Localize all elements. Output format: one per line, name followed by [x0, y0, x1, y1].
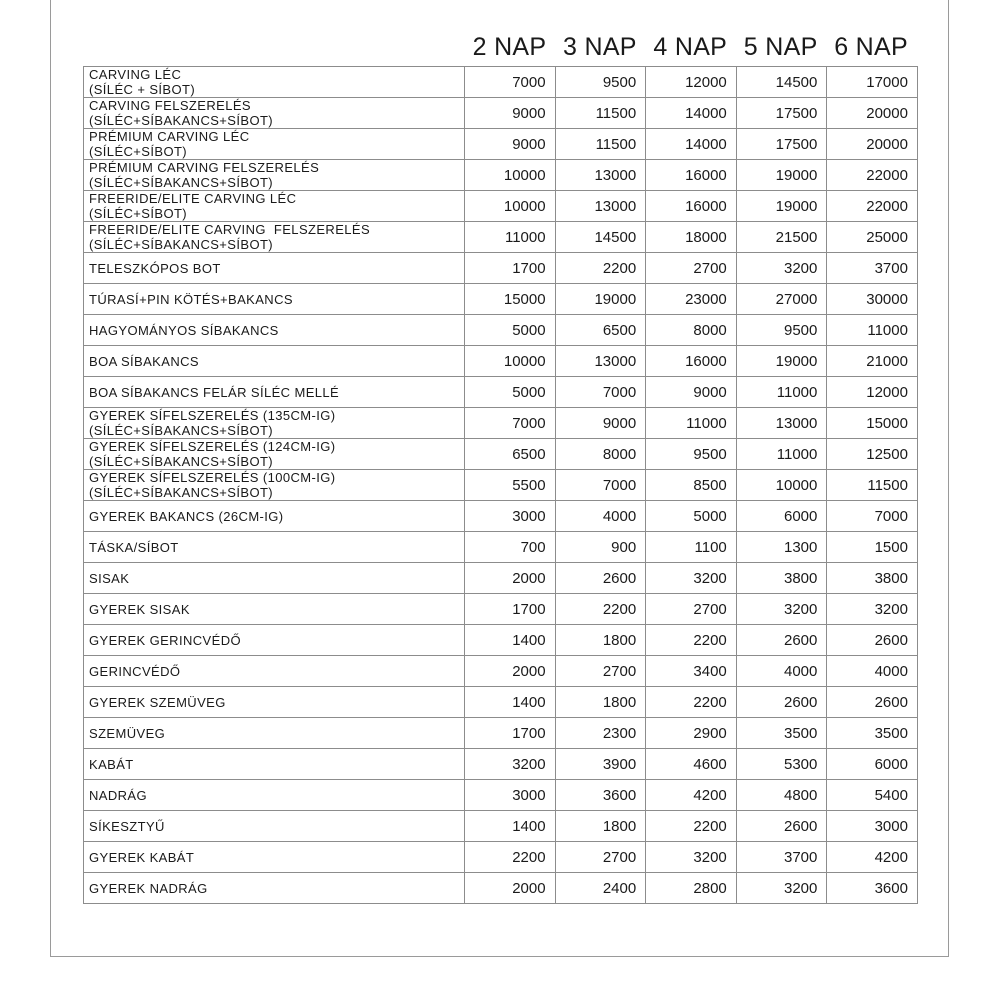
item-name-line: (SÍLÉC+SÍBAKANCS+SÍBOT)	[89, 423, 274, 438]
price-cell: 7000	[555, 470, 646, 501]
item-name-cell	[84, 439, 465, 470]
item-name-line: NADRÁG	[89, 787, 148, 803]
item-name-line: GYEREK GERINCVÉDŐ	[89, 632, 241, 648]
item-name-line: (SÍLÉC + SÍBOT)	[89, 82, 196, 97]
price-cell: 2600	[827, 625, 918, 656]
item-name-line: TÚRASÍ+PIN KÖTÉS+BAKANCS	[89, 291, 293, 307]
price-cell: 6500	[555, 315, 646, 346]
table-row	[84, 501, 918, 532]
price-cell: 5000	[646, 501, 737, 532]
price-cell: 3700	[827, 253, 918, 284]
column-header: 6 NAP	[834, 33, 908, 61]
price-cell: 19000	[736, 191, 827, 222]
price-cell: 3800	[827, 563, 918, 594]
item-name-line: GYEREK SÍFELSZERELÉS (124CM-IG)	[89, 439, 336, 454]
item-name-line: GYEREK SZEMÜVEG	[89, 694, 226, 710]
table-row	[84, 315, 918, 346]
price-cell: 1100	[646, 532, 737, 563]
price-cell: 3000	[465, 501, 556, 532]
price-cell: 6000	[827, 749, 918, 780]
price-cell: 13000	[555, 346, 646, 377]
price-cell: 8000	[555, 439, 646, 470]
table-row	[84, 687, 918, 718]
price-cell: 5000	[465, 377, 556, 408]
price-cell: 700	[465, 532, 556, 563]
table-row	[84, 67, 918, 98]
table-row	[84, 563, 918, 594]
item-name-cell	[84, 842, 465, 873]
price-cell: 12500	[827, 439, 918, 470]
table-row	[84, 408, 918, 439]
price-cell: 13000	[555, 191, 646, 222]
price-cell: 15000	[827, 408, 918, 439]
price-cell: 1700	[465, 253, 556, 284]
table-row	[84, 222, 918, 253]
item-name-line: PRÉMIUM CARVING FELSZERELÉS	[89, 160, 320, 175]
day-column-headers	[464, 30, 916, 64]
item-name-cell	[84, 501, 465, 532]
price-cell: 8500	[646, 470, 737, 501]
item-name-line: TELESZKÓPOS BOT	[89, 260, 221, 276]
price-cell: 4200	[646, 780, 737, 811]
table-row	[84, 842, 918, 873]
price-cell: 2400	[555, 873, 646, 904]
item-name-cell	[84, 811, 465, 842]
item-name-line: BOA SÍBAKANCS	[89, 353, 199, 369]
item-name-cell	[84, 129, 465, 160]
price-cell: 21000	[827, 346, 918, 377]
item-name-line: (SÍLÉC+SÍBAKANCS+SÍBOT)	[89, 485, 274, 500]
price-cell: 22000	[827, 160, 918, 191]
price-cell: 1800	[555, 687, 646, 718]
item-name-cell	[84, 377, 465, 408]
price-cell: 3200	[465, 749, 556, 780]
item-name-line: PRÉMIUM CARVING LÉC	[89, 129, 250, 144]
price-cell: 6500	[465, 439, 556, 470]
item-name-cell	[84, 470, 465, 501]
item-name-cell	[84, 346, 465, 377]
price-cell: 14000	[646, 98, 737, 129]
price-cell: 12000	[827, 377, 918, 408]
price-cell: 3200	[736, 873, 827, 904]
item-name-line: TÁSKA/SÍBOT	[89, 539, 179, 555]
price-cell: 17500	[736, 98, 827, 129]
price-cell: 2700	[646, 594, 737, 625]
price-cell: 1300	[736, 532, 827, 563]
price-cell: 15000	[465, 284, 556, 315]
price-cell: 11500	[827, 470, 918, 501]
price-cell: 7000	[555, 377, 646, 408]
price-cell: 7000	[465, 408, 556, 439]
price-cell: 13000	[555, 160, 646, 191]
item-name-line: GYEREK BAKANCS (26CM-IG)	[89, 508, 284, 524]
price-cell: 2700	[646, 253, 737, 284]
item-name-cell	[84, 191, 465, 222]
price-cell: 11000	[827, 315, 918, 346]
item-name-line: FREERIDE/ELITE CARVING FELSZERELÉS	[89, 222, 371, 237]
price-cell: 3200	[736, 253, 827, 284]
item-name-line: (SÍLÉC+SÍBOT)	[89, 206, 188, 221]
item-name-cell	[84, 222, 465, 253]
price-cell: 17500	[736, 129, 827, 160]
column-header: 3 NAP	[563, 33, 637, 61]
table-row	[84, 625, 918, 656]
item-name-cell	[84, 656, 465, 687]
item-name-cell	[84, 284, 465, 315]
table-row	[84, 749, 918, 780]
item-name-cell	[84, 718, 465, 749]
item-name-line: (SÍLÉC+SÍBAKANCS+SÍBOT)	[89, 175, 274, 190]
item-name-line: (SÍLÉC+SÍBAKANCS+SÍBOT)	[89, 454, 274, 469]
price-cell: 11000	[736, 377, 827, 408]
price-cell: 11000	[646, 408, 737, 439]
price-cell: 4200	[827, 842, 918, 873]
price-cell: 900	[555, 532, 646, 563]
price-cell: 3200	[827, 594, 918, 625]
price-cell: 16000	[646, 346, 737, 377]
price-cell: 3900	[555, 749, 646, 780]
item-name-line: GYEREK SÍFELSZERELÉS (135CM-IG)	[89, 408, 336, 423]
price-cell: 10000	[465, 160, 556, 191]
price-cell: 4600	[646, 749, 737, 780]
item-name-line: CARVING FELSZERELÉS	[89, 98, 251, 113]
table-row	[84, 811, 918, 842]
price-cell: 14000	[646, 129, 737, 160]
table-row	[84, 439, 918, 470]
price-cell: 2900	[646, 718, 737, 749]
price-cell: 19000	[555, 284, 646, 315]
item-name-cell	[84, 563, 465, 594]
table-row	[84, 780, 918, 811]
price-cell: 10000	[465, 346, 556, 377]
column-header: 2 NAP	[472, 33, 547, 61]
item-name-cell	[84, 625, 465, 656]
table-row	[84, 191, 918, 222]
price-cell: 7000	[827, 501, 918, 532]
price-cell: 9000	[465, 129, 556, 160]
price-cell: 3700	[736, 842, 827, 873]
price-cell: 3200	[646, 842, 737, 873]
price-cell: 25000	[827, 222, 918, 253]
price-cell: 9000	[646, 377, 737, 408]
price-cell: 3500	[827, 718, 918, 749]
price-cell: 9500	[646, 439, 737, 470]
price-cell: 6000	[736, 501, 827, 532]
price-cell: 3400	[646, 656, 737, 687]
price-cell: 5000	[465, 315, 556, 346]
table-row	[84, 346, 918, 377]
price-cell: 18000	[646, 222, 737, 253]
price-cell: 2700	[555, 842, 646, 873]
item-name-line: CARVING LÉC	[89, 67, 182, 82]
price-cell: 10000	[736, 470, 827, 501]
price-cell: 20000	[827, 98, 918, 129]
price-cell: 2000	[465, 873, 556, 904]
table-row	[84, 253, 918, 284]
table-row	[84, 284, 918, 315]
price-cell: 2800	[646, 873, 737, 904]
item-name-cell	[84, 873, 465, 904]
item-name-line: SZEMÜVEG	[89, 725, 166, 741]
price-cell: 23000	[646, 284, 737, 315]
price-cell: 1400	[465, 625, 556, 656]
item-name-cell	[84, 780, 465, 811]
price-cell: 9000	[555, 408, 646, 439]
item-name-cell	[84, 315, 465, 346]
price-cell: 14500	[736, 67, 827, 98]
table-row	[84, 98, 918, 129]
item-name-line: GYEREK SÍFELSZERELÉS (100CM-IG)	[89, 470, 336, 485]
price-cell: 14500	[555, 222, 646, 253]
price-cell: 2000	[465, 563, 556, 594]
price-cell: 16000	[646, 191, 737, 222]
price-cell: 4800	[736, 780, 827, 811]
price-cell: 2600	[736, 625, 827, 656]
item-name-cell	[84, 749, 465, 780]
item-name-line: GERINCVÉDŐ	[89, 663, 181, 679]
price-cell: 3200	[736, 594, 827, 625]
price-cell: 11500	[555, 98, 646, 129]
price-cell: 3200	[646, 563, 737, 594]
price-table	[83, 66, 918, 904]
price-cell: 3600	[555, 780, 646, 811]
price-cell: 5500	[465, 470, 556, 501]
item-name-line: BOA SÍBAKANCS FELÁR SÍLÉC MELLÉ	[89, 384, 340, 400]
item-name-cell	[84, 687, 465, 718]
item-name-cell	[84, 408, 465, 439]
item-name-line: (SÍLÉC+SÍBOT)	[89, 144, 188, 159]
price-cell: 1500	[827, 532, 918, 563]
table-row	[84, 377, 918, 408]
item-name-line: SISAK	[89, 570, 130, 586]
price-cell: 13000	[736, 408, 827, 439]
item-name-line: SÍKESZTYŰ	[89, 818, 165, 834]
price-cell: 30000	[827, 284, 918, 315]
price-cell: 1800	[555, 811, 646, 842]
item-name-cell	[84, 532, 465, 563]
price-cell: 19000	[736, 160, 827, 191]
price-cell: 20000	[827, 129, 918, 160]
price-cell: 11000	[465, 222, 556, 253]
price-cell: 2200	[465, 842, 556, 873]
price-cell: 4000	[827, 656, 918, 687]
item-name-line: KABÁT	[89, 756, 134, 772]
price-cell: 5400	[827, 780, 918, 811]
price-cell: 2000	[465, 656, 556, 687]
item-name-cell	[84, 253, 465, 284]
column-header: 4 NAP	[653, 33, 728, 61]
price-cell: 22000	[827, 191, 918, 222]
price-cell: 5300	[736, 749, 827, 780]
price-cell: 16000	[646, 160, 737, 191]
item-name-line: HAGYOMÁNYOS SÍBAKANCS	[89, 322, 279, 338]
price-cell: 3500	[736, 718, 827, 749]
item-name-line: (SÍLÉC+SÍBAKANCS+SÍBOT)	[89, 113, 274, 128]
price-cell: 3800	[736, 563, 827, 594]
price-cell: 1800	[555, 625, 646, 656]
price-cell: 1700	[465, 594, 556, 625]
price-cell: 3000	[465, 780, 556, 811]
column-header: 5 NAP	[743, 33, 818, 61]
price-cell: 7000	[465, 67, 556, 98]
item-name-line: GYEREK KABÁT	[89, 849, 195, 865]
item-name-line: GYEREK SISAK	[89, 601, 190, 617]
price-cell: 2600	[827, 687, 918, 718]
price-cell: 2600	[736, 687, 827, 718]
price-cell: 1400	[465, 687, 556, 718]
price-cell: 11500	[555, 129, 646, 160]
price-cell: 2200	[646, 625, 737, 656]
table-row	[84, 594, 918, 625]
item-name-line: (SÍLÉC+SÍBAKANCS+SÍBOT)	[89, 237, 274, 252]
table-row	[84, 656, 918, 687]
price-cell: 11000	[736, 439, 827, 470]
table-row	[84, 160, 918, 191]
item-name-line: FREERIDE/ELITE CARVING LÉC	[89, 191, 297, 206]
price-cell: 2300	[555, 718, 646, 749]
price-cell: 2600	[555, 563, 646, 594]
price-cell: 9500	[736, 315, 827, 346]
price-cell: 2200	[646, 811, 737, 842]
price-cell: 1700	[465, 718, 556, 749]
price-cell: 9000	[465, 98, 556, 129]
price-cell: 21500	[736, 222, 827, 253]
price-cell: 2200	[555, 253, 646, 284]
price-cell: 4000	[736, 656, 827, 687]
price-cell: 2600	[736, 811, 827, 842]
table-row	[84, 718, 918, 749]
price-cell: 17000	[827, 67, 918, 98]
price-cell: 27000	[736, 284, 827, 315]
price-table-body	[84, 67, 918, 904]
price-cell: 9500	[555, 67, 646, 98]
item-name-cell	[84, 160, 465, 191]
price-cell: 19000	[736, 346, 827, 377]
item-name-cell	[84, 67, 465, 98]
table-row	[84, 129, 918, 160]
price-cell: 2200	[646, 687, 737, 718]
price-cell: 1400	[465, 811, 556, 842]
table-row	[84, 532, 918, 563]
item-name-cell	[84, 98, 465, 129]
price-cell: 3600	[827, 873, 918, 904]
price-cell: 3000	[827, 811, 918, 842]
price-cell: 12000	[646, 67, 737, 98]
item-name-cell	[84, 594, 465, 625]
table-row	[84, 873, 918, 904]
item-name-line: GYEREK NADRÁG	[89, 880, 208, 896]
price-cell: 8000	[646, 315, 737, 346]
price-cell: 2700	[555, 656, 646, 687]
table-row	[84, 470, 918, 501]
price-cell: 10000	[465, 191, 556, 222]
price-cell: 4000	[555, 501, 646, 532]
price-cell: 2200	[555, 594, 646, 625]
